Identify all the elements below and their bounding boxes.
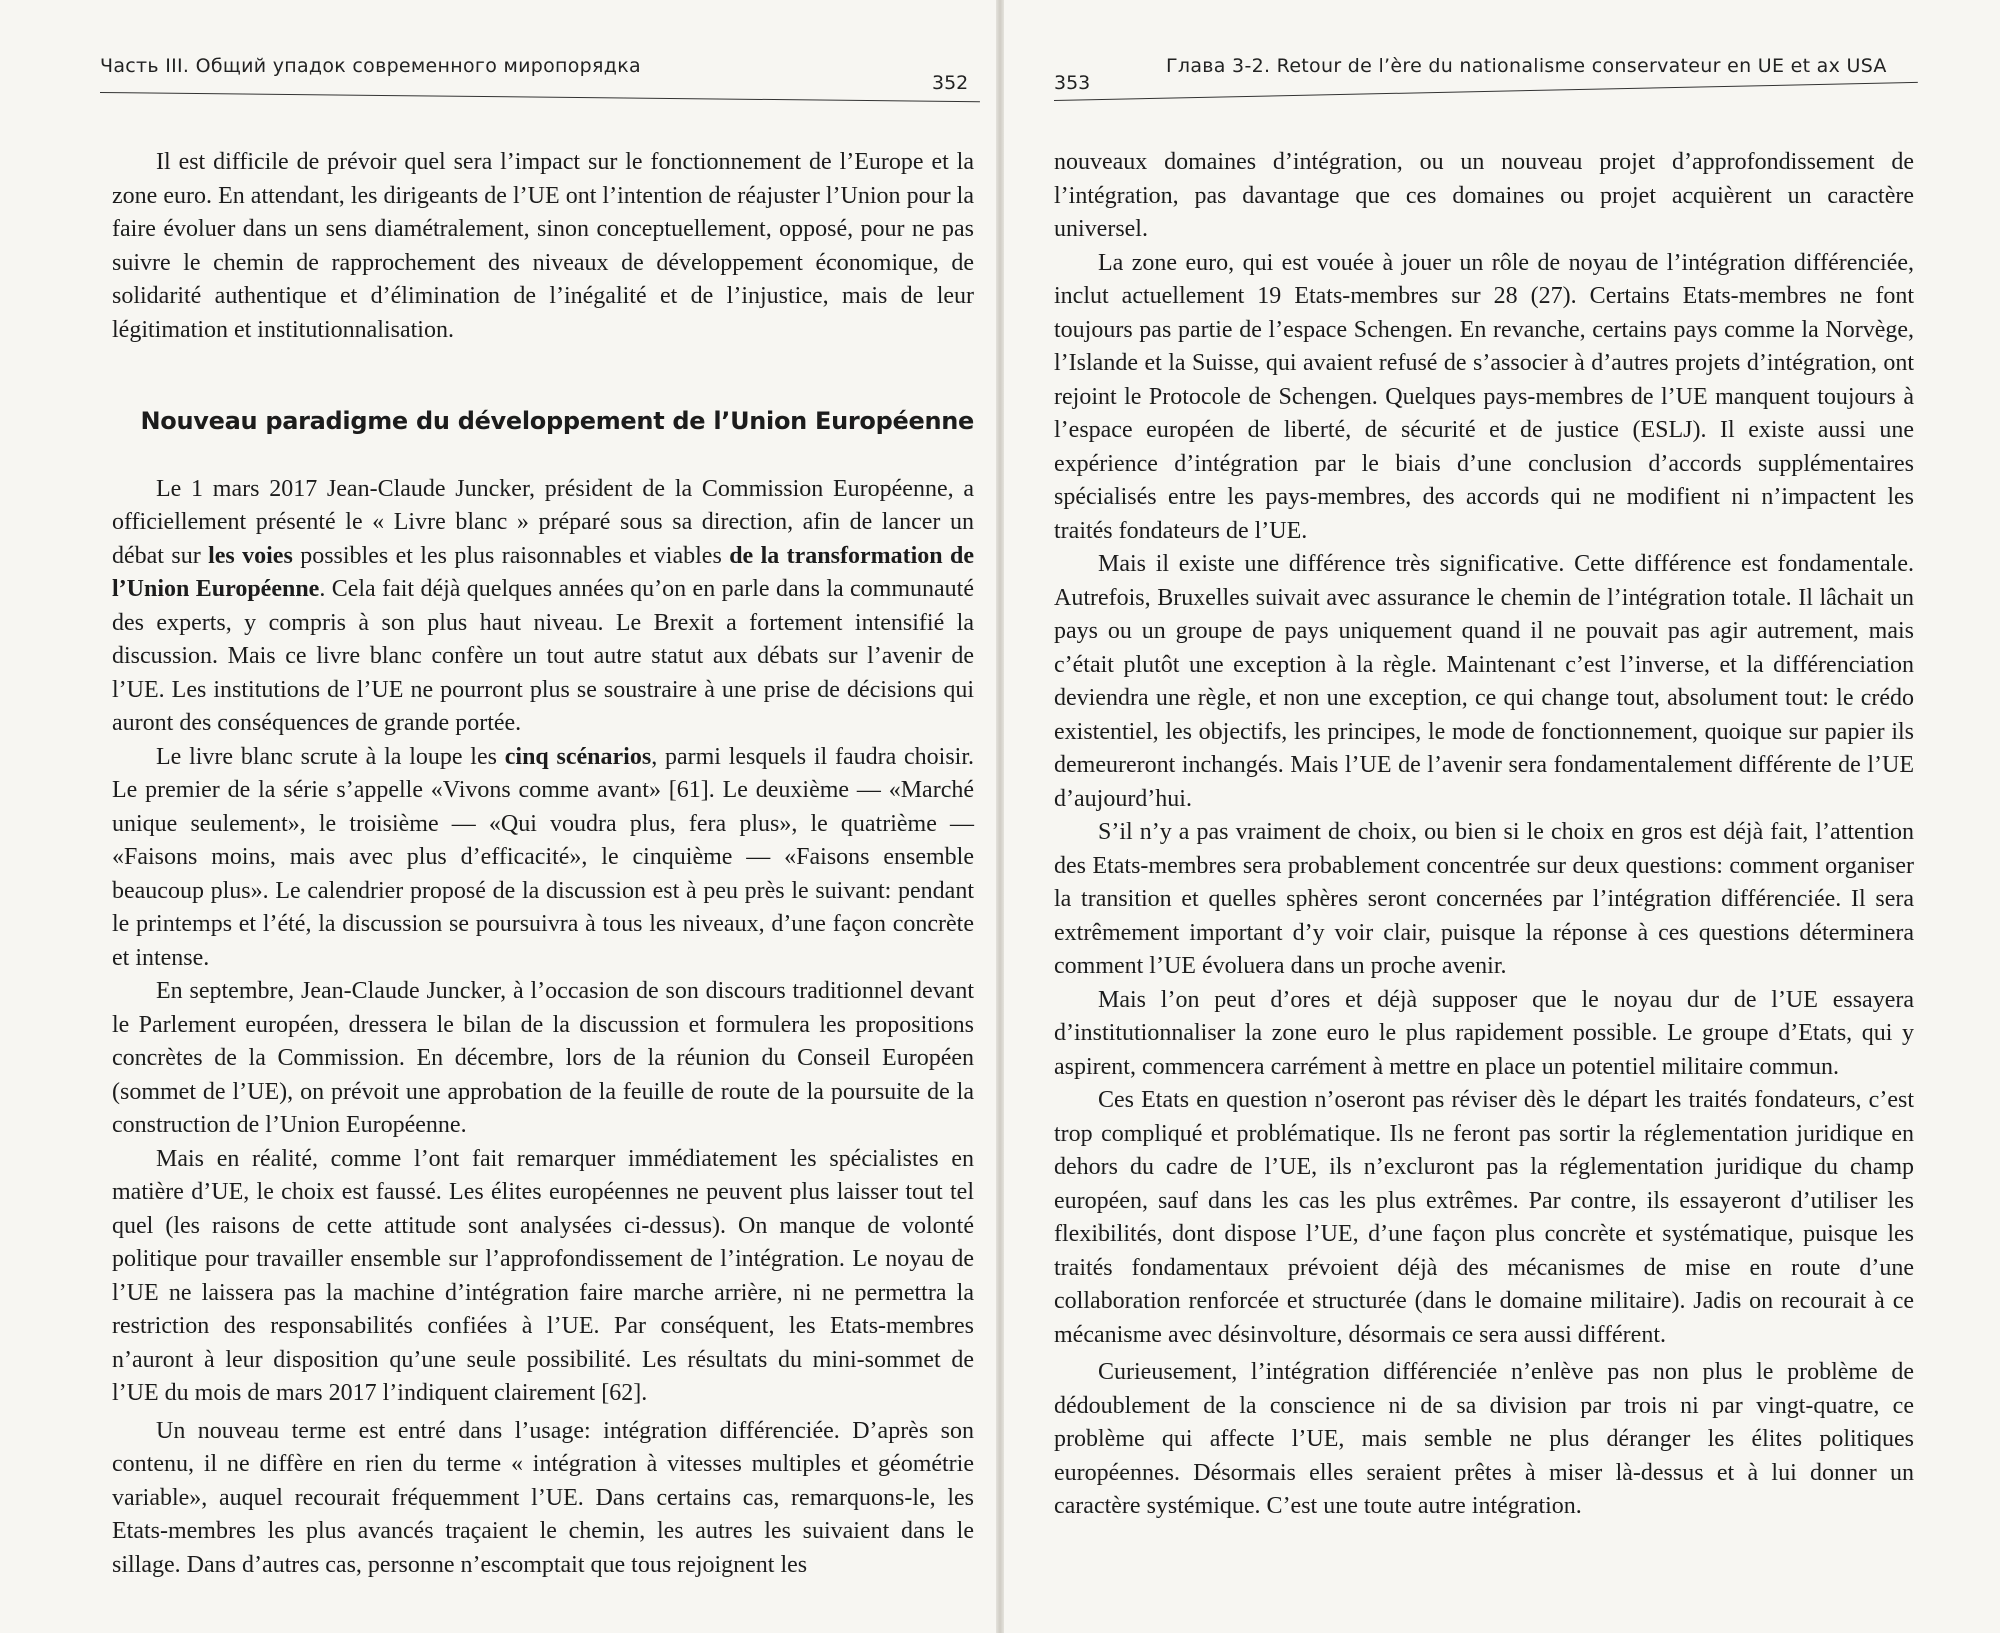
paragraph: S’il n’y a pas vraiment de choix, ou bien si le choix en gros est déjà fait, l’attention des Etats-membres sera probablement concentrée sur deux questions: comment organiser la transition et quelles sphères seront concernées par l’intégration différenciée. Il sera extrêmement important d’y voir clair, puisque la réponse à ces questions déterminera comment l’UE évoluera dans un proche avenir. bbox=[1054, 819, 1914, 979]
bold-phrase: de la transformation de l’Union Européenne bbox=[112, 542, 974, 602]
paragraph: Curieusement, l’intégration différenciée n’enlève pas non plus le problème de dédoublement de la conscience ni de sa division par trois ni par vingt-quatre, ce problème qui affecte l’UE, mais semble ne plus déranger les élites politiques européennes. Désormais elles seraient prêtes à miser là-dessus et à lui donner un caractère systémique. C’est une toute autre intégration. bbox=[1054, 1359, 1914, 1519]
paragraph: Un nouveau terme est entré dans l’usage: intégration différenciée. D’après son contenu, il ne diffère en rien du terme « intégration à vitesses multiples et géométrie variable», auquel recourait fréquemment l’UE. Dans certains cas, remarquons-le, les Etats-membres les plus avancés traçaient le chemin, les autres les suivaient dans le sillage. Dans d’autres cas, personne n’escomptait que tous rejoignent les bbox=[112, 1417, 974, 1578]
page-number: 353 bbox=[1054, 72, 1091, 94]
left-page bbox=[0, 0, 996, 1633]
paragraph: nouveaux domaines d’intégration, ou un nouveau projet d’approfondissement de l’intégration, pas davantage que ces domaines ou projet acquièrent un caractère universel. bbox=[1054, 149, 1914, 242]
header-rule bbox=[1054, 82, 1918, 101]
paragraph: Il est difficile de prévoir quel sera l’impact sur le fonctionnement de l’Europe et la zone euro. En attendant, les dirigeants de l’UE ont l’intention de réajuster l’Union pour la faire évoluer dans un sens diamétralement, sinon conceptuellement, opposé, pour ne pas suivre le chemin de rapprochement des niveaux de développement économique, de solidarité authentique et d’élimination de l’inégalité et de l’injustice, mais de leur légitimation et institutionnalisation. bbox=[112, 149, 974, 343]
page-number: 352 bbox=[932, 72, 969, 94]
paragraph: Ces Etats en question n’oseront pas réviser dès le départ les traités fondateurs, c’est trop compliqué et problématique. Ils ne feront pas sortir la réglementation juridique en dehors du cadre de l’UE, ils n’excluront pas la réglementation juridique du champ européen, sauf dans les cas les plus extrêmes. Par contre, ils essayeront d’utiliser les flexibilités, dont dispose l’UE, d’une façon plus concrète et systématique, puisque les traités fondamentaux prévoient déjà des mécanismes de mise en route d’une collaboration renforcée et structurée (dans le domaine militaire). Jadis on recourait à ce mécanisme avec désinvolture, désormais ce sera aussi différent. bbox=[1054, 1087, 1914, 1348]
paragraph: Le 1 mars 2017 Jean-Claude Juncker, président de la Commission Européenne, a officiellement présenté le « Livre blanc » préparé sous sa direction, afin de lancer un débat sur les voies possibles et les plus raisonnables et viables de la transformation de l’Union Européenne. Cela fait déjà quelques années qu’on en parle dans la communauté des experts, y compris à son plus haut niveau. Le Brexit a fortement intensifié la discussion. Mais ce livre blanc confère un tout autre statut aux débats sur l’avenir de l’UE. Les institutions de l’UE ne pourront plus se soustraire à une prise de décisions qui auront des conséquences de grande portée. bbox=[112, 475, 974, 736]
paragraph: En septembre, Jean-Claude Juncker, à l’occasion de son discours traditionnel devant le Parlement européen, dressera le bilan de la discussion et formulera les propositions concrètes de la Commission. En décembre, lors de la réunion du Conseil Européen (sommet de l’UE), on prévoit une approbation de la feuille de route de la poursuite de la construction de l’Union Européenne. bbox=[112, 978, 974, 1138]
paragraph: Le livre blanc scrute à la loupe les cinq scénarios, parmi lesquels il faudra choisir. Le premier de la série s’appelle «Vivons comme avant» [61]. Le deuxième — «Marché unique seulement», le troisième — «Qui voudra plus, fera plus», le quatrième — «Faisons moins, mais avec plus d’efficacité», le cinquième — «Faisons ensemble beaucoup plus». Le calendrier proposé de la discussion est à peu près le suivant: pendant le printemps et l’été, la discussion se poursuivra à tous les niveaux, d’une façon concrète et intense. bbox=[112, 743, 975, 971]
paragraph: Mais il existe une différence très significative. Cette différence est fondamentale. Autrefois, Bruxelles suivait avec assurance le chemin de l’intégration totale. Il lâchait un pays ou un groupe de pays uniquement quand il ne pouvait pas agir autrement, mais c’était plutôt une exception à la règle. Maintenant c’est l’inverse, et la différenciation deviendra une règle, et non une exception, ce qui change tout, absolument tout: le crédo existentiel, les objectifs, les principes, le mode de fonctionnement, quoique sur papier ils demeureront inchangés. Mais l’UE de l’avenir sera fondamentalement différente de l’UE d’aujourd’hui. bbox=[1054, 551, 1914, 812]
book-gutter bbox=[996, 0, 1004, 1633]
body-text bbox=[112, 146, 974, 1582]
paragraph: Mais en réalité, comme l’ont fait remarquer immédiatement les spécialistes en matière d’UE, le choix est faussé. Les élites européennes ne peuvent plus laisser tout tel quel (les raisons de cette attitude sont analysées ci-dessus). On manque de volonté politique pour travailler ensemble sur l’approfondissement de l’intégration. Le noyau de l’UE ne laissera pas la machine d’intégration faire marche arrière, ni ne permettra la restriction des responsabilités confiées à l’UE. Par conséquent, les Etats-membres n’auront à leur disposition qu’une seule possibilité. Les résultats du mini-sommet de l’UE du mois de mars 2017 l’indiquent clairement [62]. bbox=[112, 1145, 974, 1406]
bold-phrase: cinq scénarios bbox=[504, 743, 652, 770]
running-head: Глава 3-2. Retour de l’ère du nationalisme conservateur en UE et ax USA bbox=[1166, 55, 1887, 77]
bold-phrase: les voies bbox=[208, 542, 293, 569]
right-page bbox=[1004, 0, 2000, 1633]
section-heading: Nouveau paradigme du développement de l’Union Européenne bbox=[140, 407, 974, 435]
body-text bbox=[1054, 146, 1914, 1524]
paragraph: La zone euro, qui est vouée à jouer un rôle de noyau de l’intégration différenciée, inclut actuellement 19 Etats-membres sur 28 (27). Certains Etats-membres ne font toujours pas partie de l’espace Schengen. En revanche, certains pays comme la Norvège, l’Islande et la Suisse, qui avaient refusé de s’associer à d’autres projets d’intégration, ont rejoint le Protocole de Schengen. Quelques pays-membres de l’UE manquent toujours à l’espace européen de liberté, de sécurité et de justice (ESLJ). Il existe aussi une expérience d’intégration par le biais d’une conclusion d’accords supplémentaires spécialisés entre les pays-membres, des accords qui ne modifient ni n’impactent les traités fondateurs de l’UE. bbox=[1054, 249, 1914, 544]
paragraph: Mais l’on peut d’ores et déjà supposer que le noyau dur de l’UE essayera d’institutionnaliser la zone euro le plus rapidement possible. Le groupe d’Etats, qui y aspirent, commencera carrément à mettre en place un potentiel militaire commun. bbox=[1054, 986, 1914, 1080]
running-head: Часть III. Общий упадок современного миропорядка bbox=[100, 55, 641, 77]
header-rule bbox=[100, 92, 980, 102]
